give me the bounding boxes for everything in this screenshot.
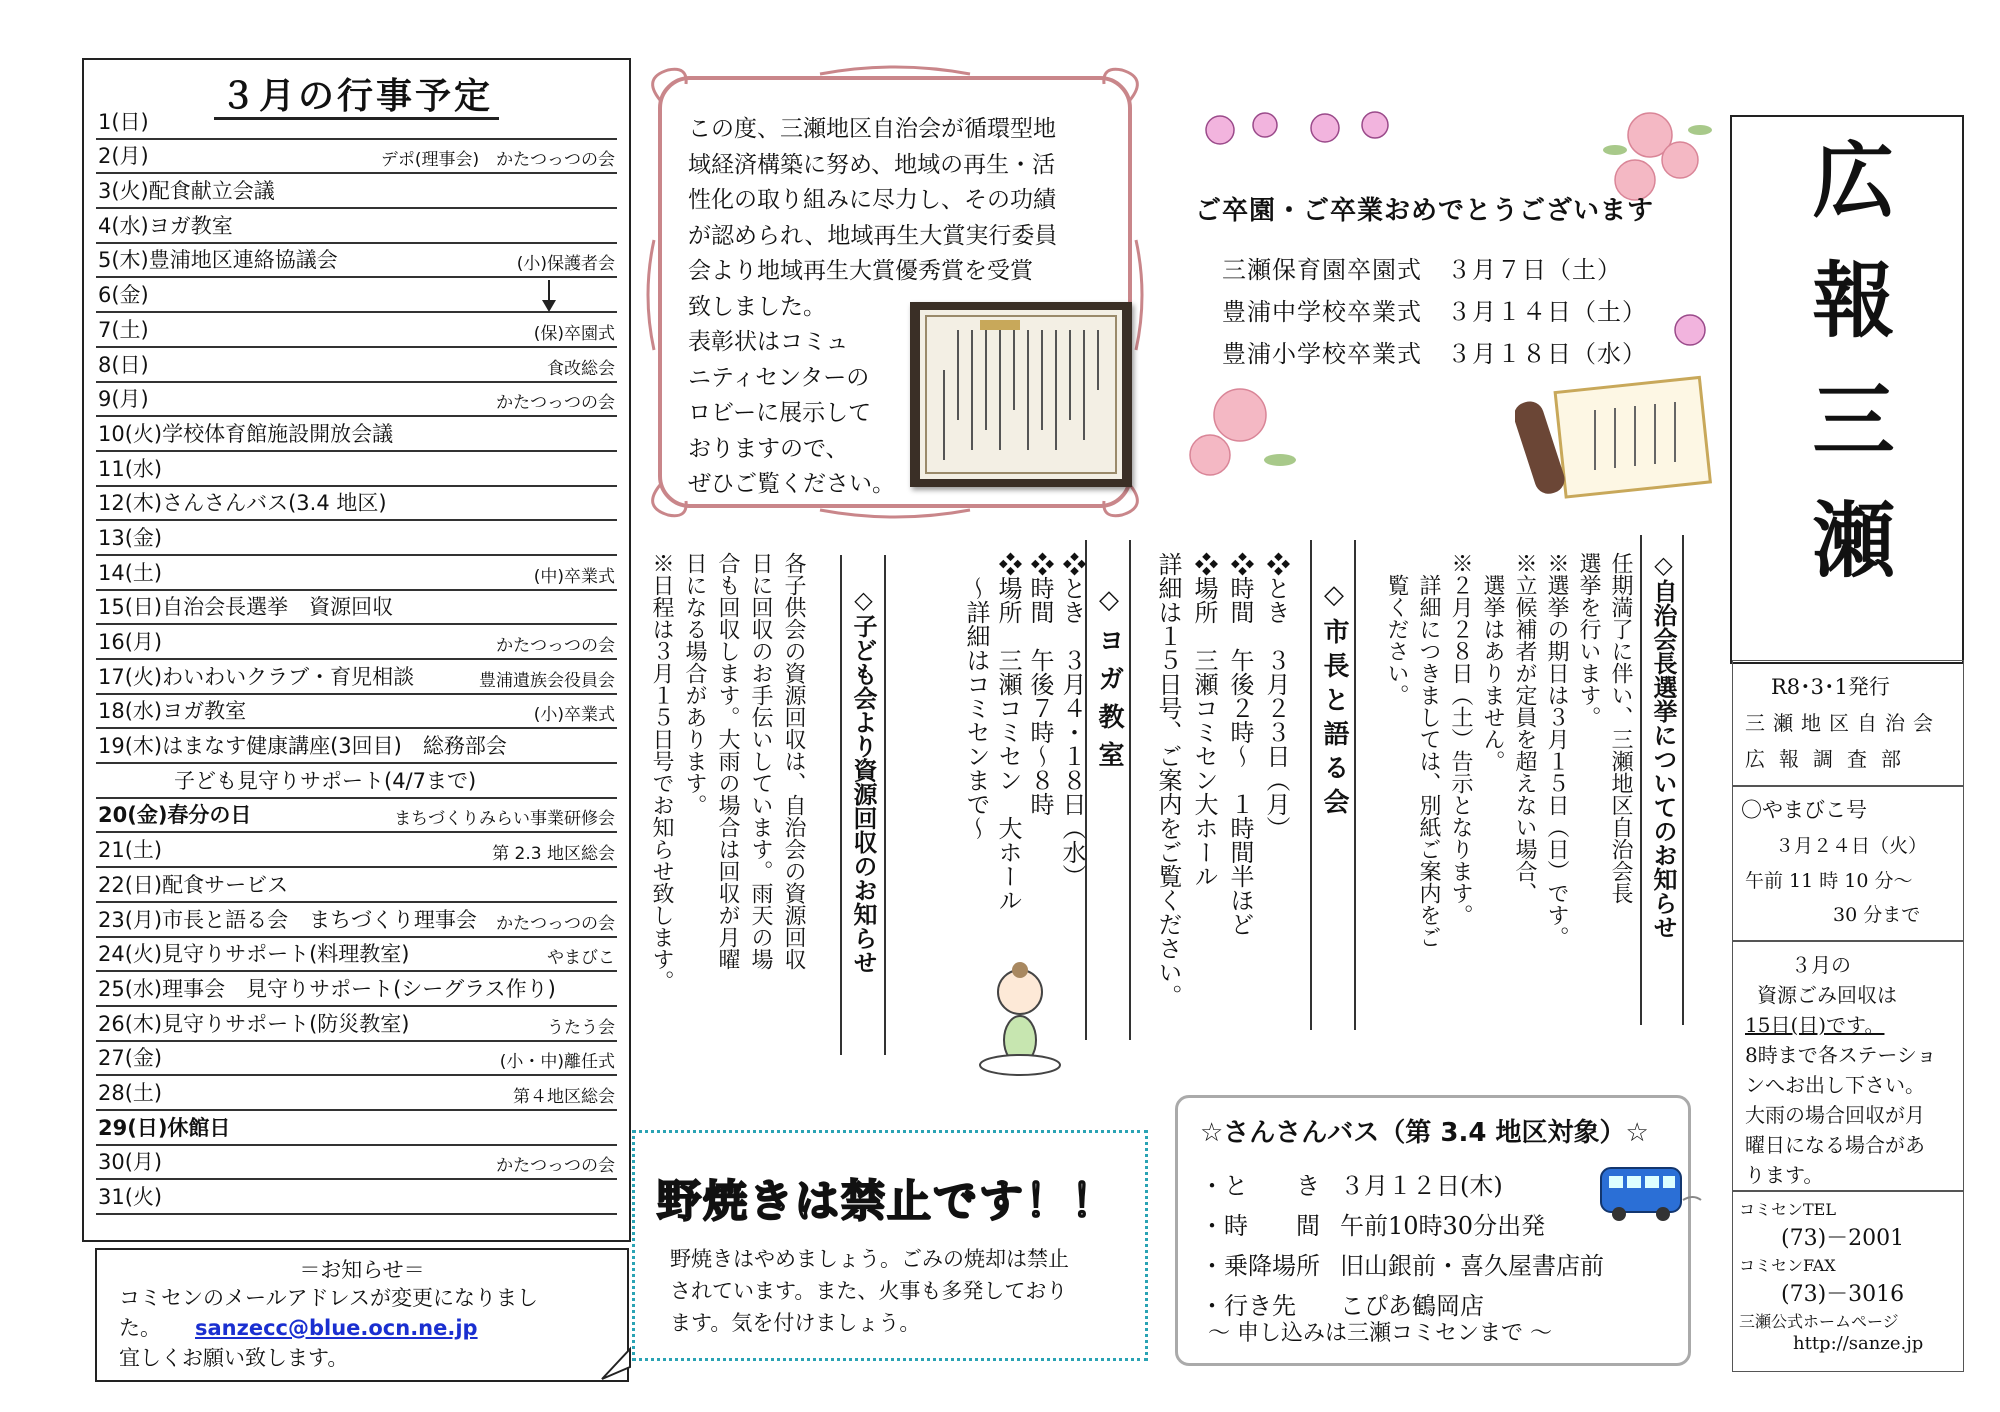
schedule-date-event: 10(火)学校体育館施設開放会議: [98, 421, 394, 446]
bus-row: [1200, 1206, 1545, 1241]
election-line: 選挙を行います。: [1576, 552, 1601, 728]
kids-title: ◇子ども会より資源回収のお知らせ: [849, 585, 878, 974]
schedule-date-event: 7(土): [98, 317, 149, 342]
schedule-side-event: (中)卒業式: [533, 566, 615, 587]
bus-row-value: 午前10時30分出発: [1340, 1212, 1546, 1240]
sakura-icon: [1660, 300, 1720, 360]
garbage-line: 資源ごみ回収は: [1757, 983, 1897, 1007]
schedule-side-event: 食改総会: [547, 358, 615, 379]
schedule-row: [96, 868, 617, 903]
garbage-line: 曜日になる場合があ: [1745, 1133, 1925, 1157]
schedule-side-event: かたつっつの会: [496, 1156, 615, 1177]
election-line: ※立候補者が定員を超えない場合、: [1512, 552, 1537, 904]
garbage-info: [1732, 940, 1964, 1192]
yoga-body: [960, 552, 1088, 992]
schedule-row: [96, 313, 617, 348]
graduation-item: 豊浦小学校卒業式 ３月１８日（水）: [1222, 340, 1647, 368]
award-line: おりますので、: [688, 435, 849, 462]
schedule-date-event: 14(土): [98, 560, 163, 585]
schedule-date-event: 8(日): [98, 352, 149, 377]
sakura-icon: [1195, 100, 1425, 160]
schedule-date-event: 子ども見守りサポート(4/7まで): [174, 768, 477, 793]
schedule-side-event: まちづくりみらい事業研修会: [394, 809, 615, 830]
election-line: 詳細につきましては、別紙ご案内をご: [1416, 552, 1441, 948]
schedule-row: [96, 764, 617, 799]
schedule-date-event: 18(水)ヨガ教室: [98, 699, 247, 724]
schedule-row: [96, 383, 617, 418]
schedule-date-event: 13(金): [98, 525, 163, 550]
garbage-line: 15日(日)です。: [1745, 1013, 1885, 1037]
bus-row: [1200, 1166, 1503, 1201]
yamabiko-date: ３月２４日（火）: [1775, 835, 1928, 857]
no-burning-text: 野焼きはやめましょう。ごみの焼却は禁止: [670, 1247, 1069, 1271]
schedule-date-event: 26(木)見守りサポート(防災教室): [98, 1011, 410, 1036]
schedule-date-event: 19(木)はまなす健康講座(3回目) 総務部会: [98, 734, 507, 759]
bus-row-label: ・と き: [1200, 1172, 1320, 1200]
award-line: ニティセンターの: [688, 364, 870, 391]
schedule-row: [96, 348, 617, 383]
schedule-date-event: 4(水)ヨガ教室: [98, 213, 233, 238]
schedule-list: [96, 105, 617, 1215]
schedule-side-event: 豊浦遺族会役員会: [479, 670, 615, 691]
schedule-side-event: (保)卒園式: [533, 323, 615, 344]
schedule-date-event: 3(火)配食献立会議: [98, 179, 275, 204]
schedule-date-event: 5(木)豊浦地区連絡協議会: [98, 248, 338, 273]
award-line: ロビーに展示して: [688, 400, 872, 426]
election-line: ※選挙の期日は３月１５日（日）です。: [1544, 552, 1569, 948]
award-line: 表彰状はコミュ: [688, 329, 849, 355]
election-line: 覧ください。: [1384, 552, 1409, 706]
carnation-icon: [1170, 370, 1320, 500]
schedule-side-event: 第４地区総会: [513, 1086, 615, 1107]
event-schedule: [82, 58, 631, 1242]
schedule-date-event: 2(月): [98, 144, 149, 169]
mayor-line: 詳細は１５日号、ご案内をご覧ください。: [1154, 552, 1182, 1008]
email-notice: [95, 1248, 629, 1382]
bus-row: [1200, 1246, 1604, 1281]
schedule-row: [96, 938, 617, 973]
masthead: [1730, 115, 1964, 664]
schedule-side-event: デポ(理事会) かたつっつの会: [380, 150, 615, 171]
schedule-row: [96, 799, 617, 834]
schedule-row: [96, 278, 617, 313]
mayor-title: ◇市長と語る会: [1319, 580, 1349, 822]
yamabiko-info: [1732, 785, 1964, 942]
schedule-row: [96, 105, 617, 140]
award-line: 致しました。: [688, 293, 826, 320]
schedule-row: [96, 521, 617, 556]
no-burning-text: されています。また、火事も多発しており: [670, 1279, 1068, 1303]
schedule-row: [96, 903, 617, 938]
garbage-line: ります。: [1745, 1163, 1824, 1187]
bus-row-label: ・乗降場所: [1200, 1252, 1320, 1280]
schedule-row: [96, 209, 617, 244]
graduation-item: 三瀬保育園卒園式 ３月７日（土）: [1222, 256, 1622, 284]
kids-line: 各子供会の資源回収は、自治会の資源回収: [781, 552, 806, 970]
schedule-row: [96, 625, 617, 660]
schedule-side-event: 第 2.3 地区総会: [492, 844, 615, 865]
contact-info: [1732, 1190, 1964, 1372]
election-body: [1380, 552, 1636, 1022]
award-line: 会より地域再生大賞優秀賞を受賞: [688, 258, 1033, 284]
tel-number: (73)－2001: [1781, 1226, 1905, 1251]
schedule-side-event: かたつっつの会: [496, 913, 615, 934]
graduation-heading: ご卒園・ご卒業おめでとうございます: [1195, 196, 1655, 226]
yamabiko-title: 〇やまびこ号: [1741, 798, 1867, 822]
certificate-photo: [910, 302, 1132, 487]
schedule-row: [96, 1042, 617, 1077]
bus-footer: ～ 申し込みは三瀬コミセンまで ～: [1208, 1321, 1552, 1346]
yoga-line: ❖時間 午後７時～８時: [1026, 552, 1054, 816]
kids-line: 合も回収します。大雨の場合は回収が月曜: [715, 552, 740, 970]
schedule-date-event: 15(日)自治会長選挙 資源回収: [98, 595, 394, 620]
schedule-row: [96, 140, 617, 175]
publisher-dept: 広報調査部: [1745, 747, 1915, 771]
schedule-date-event: 12(木)さんさんバス(3.4 地区): [98, 491, 387, 516]
bus-notice: [1175, 1095, 1691, 1366]
schedule-side-event: うたう会: [547, 1017, 615, 1038]
schedule-date-event: 20(金)春分の日: [98, 803, 252, 828]
fax-number: (73)－3016: [1781, 1282, 1905, 1307]
yoga-line: ❖場所 三瀬コミセン 大ホール: [994, 552, 1022, 912]
schedule-row: [96, 833, 617, 868]
schedule-date-event: 22(日)配食サービス: [98, 872, 289, 897]
schedule-date-event: 16(月): [98, 630, 163, 654]
schedule-date-event: 30(月): [98, 1150, 163, 1175]
kids-body: [645, 552, 810, 1052]
mayor-line: ❖とき ３月２３日（月）: [1262, 552, 1290, 840]
no-burning-notice: [632, 1130, 1148, 1361]
no-burning-title: 野焼きは禁止です！！: [657, 1176, 1117, 1227]
schedule-date-event: 6(金): [98, 283, 149, 308]
schedule-row: [96, 591, 617, 626]
schedule-row: [96, 695, 617, 730]
bus-title: ☆さんさんバス（第 3.4 地区対象）☆: [1200, 1118, 1649, 1148]
bus-icon: [1595, 1160, 1705, 1225]
schedule-date-event: 28(土): [98, 1080, 163, 1105]
schedule-date-event: 23(月)市長と語る会 まちづくり理事会: [98, 907, 477, 932]
no-burning-text: ます。気を付けましょう。: [670, 1311, 921, 1335]
notice-title: ＝お知らせ＝: [299, 1258, 425, 1282]
schedule-row: [96, 244, 617, 279]
schedule-side-event: (小)保護者会: [516, 254, 615, 275]
schedule-row: [96, 417, 617, 452]
garbage-line: 大雨の場合回収が月: [1745, 1103, 1925, 1127]
award-line: が認められ、地域再生大賞実行委員: [688, 222, 1058, 249]
award-line: ぜひご覧ください。: [688, 471, 895, 497]
schedule-title: ３月の行事予定: [214, 76, 499, 120]
graduation-item: 豊浦中学校卒業式 ３月１４日（土）: [1222, 298, 1647, 326]
garbage-line: 8時まで各ステーショ: [1745, 1043, 1937, 1067]
bus-row-value: 旧山銀前・喜久屋書店前: [1340, 1252, 1604, 1280]
page-curl-icon: [600, 1345, 634, 1381]
newsletter-title: 広報三瀬: [1799, 137, 1895, 617]
schedule-date-event: 9(月): [98, 387, 149, 412]
kids-line: 日になる場合があります。: [682, 552, 707, 816]
yoga-person-icon: [970, 960, 1070, 1080]
bus-row-label: ・行き先: [1200, 1292, 1296, 1320]
schedule-row: [96, 660, 617, 695]
schedule-date-event: 29(日)休館日: [98, 1115, 231, 1140]
schedule-row: [96, 972, 617, 1007]
email-link[interactable]: sanzecc@blue.ocn.ne.jp: [195, 1316, 478, 1340]
award-line: 域経済構築に努め、地域の再生・活: [688, 151, 1056, 178]
mayor-line: ❖時間 午後２時～ １時間半ほど: [1226, 552, 1254, 936]
schedule-date-event: 17(火)わいわいクラブ・育児相談: [98, 664, 415, 689]
kids-line: 日に回収のお手伝いしています。雨天の場: [748, 552, 773, 970]
bus-row-label: ・時 間: [1200, 1212, 1320, 1240]
notice-text: 宜しくお願い致します。: [119, 1346, 349, 1370]
garbage-line: ンへお出し下さい。: [1745, 1073, 1925, 1097]
election-title: ◇自治会長選挙についてのお知らせ: [1649, 550, 1678, 939]
schedule-date-event: 27(金): [98, 1046, 163, 1071]
mayor-line: ❖場所 三瀬コミセン大ホール: [1190, 552, 1218, 888]
schedule-row: [96, 1076, 617, 1111]
schedule-side-event: かたつっつの会: [496, 393, 615, 414]
schedule-row: [96, 1111, 617, 1146]
schedule-row: [96, 1180, 617, 1215]
publisher-org: 三瀬地区自治会: [1745, 711, 1941, 735]
arrow-head: [542, 300, 556, 312]
schedule-side-event: (小・中)離任式: [499, 1052, 615, 1073]
garbage-line: ３月の: [1791, 953, 1851, 977]
yoga-title: ◇ヨガ教室: [1094, 585, 1124, 779]
schedule-row: [96, 556, 617, 591]
award-line: 性化の取り組みに尽力し、その功績: [688, 187, 1056, 213]
issue-date: R8･3･1発行: [1771, 675, 1890, 699]
schedule-date-event: 21(土): [98, 838, 163, 863]
homepage-label: 三瀬公式ホームページ: [1739, 1312, 1899, 1331]
bus-row-value: こぴあ鶴岡店: [1340, 1292, 1484, 1320]
yoga-line: ❖とき ３月４・１８日（水）: [1058, 552, 1086, 888]
certificate-image: [920, 310, 1122, 479]
homepage-url[interactable]: http://sanze.jp: [1793, 1333, 1924, 1354]
schedule-date-event: 11(水): [98, 456, 163, 481]
bus-row-value: ３月１２日(木): [1340, 1172, 1503, 1200]
schedule-row: [96, 729, 617, 764]
schedule-row: [96, 174, 617, 209]
schedule-date-event: 1(日): [98, 109, 149, 134]
schedule-side-event: かたつっつの会: [496, 636, 615, 656]
yamabiko-time: 30 分まで: [1833, 904, 1921, 926]
yoga-line: ～詳細はコミセンまで～: [962, 552, 990, 840]
tel-label: コミセンTEL: [1739, 1200, 1836, 1219]
diploma-icon: [1515, 370, 1715, 505]
schedule-date-event: 25(水)理事会 見守りサポート(シーグラス作り): [98, 976, 556, 1001]
award-announcement: [640, 60, 1150, 525]
election-line: 任期満了に伴い、三瀬地区自治会長: [1608, 552, 1633, 904]
schedule-date-event: 24(火)見守りサポート(料理教室): [98, 942, 410, 967]
schedule-row: [96, 1007, 617, 1042]
schedule-row: [96, 452, 617, 487]
publisher-info: [1732, 660, 1964, 787]
election-line: 選挙はありません。: [1480, 552, 1505, 772]
notice-text: コミセンのメールアドレスが変更になりまし: [119, 1286, 538, 1310]
award-line: この度、三瀬地区自治会が循環型地: [688, 116, 1056, 142]
schedule-side-event: やまびこ: [547, 948, 615, 969]
schedule-side-event: (小)卒業式: [533, 705, 615, 726]
kids-line: ※日程は３月１５日号でお知らせ致します。: [649, 552, 674, 992]
election-line: ※２月２８日（土）告示となります。: [1448, 552, 1473, 926]
notice-text: た。: [119, 1316, 161, 1340]
schedule-row: [96, 487, 617, 522]
schedule-date-event: 31(火): [98, 1185, 163, 1209]
yamabiko-time: 午前 11 時 10 分～: [1745, 870, 1913, 892]
mayor-body: [1150, 552, 1294, 1072]
schedule-row: [96, 1146, 617, 1181]
fax-label: コミセンFAX: [1739, 1256, 1836, 1275]
